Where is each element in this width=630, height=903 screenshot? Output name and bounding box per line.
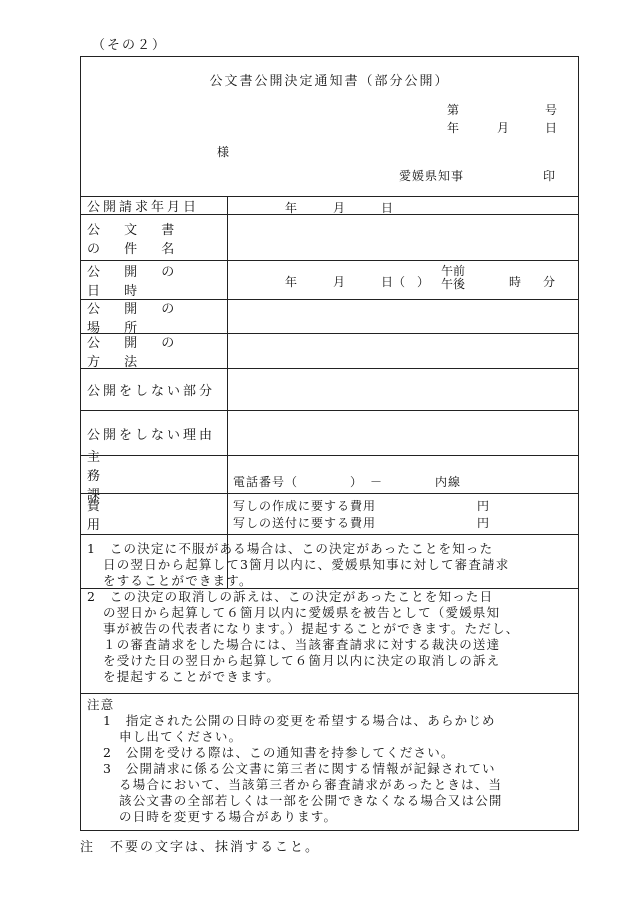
caution-line: 2 公開を受ける際は、この通知書を持参してください。 (103, 745, 455, 760)
label-undisclosed-reason: 公開をしない理由 (87, 427, 216, 443)
caution-line: る場合において、当該第三者から審査請求があったときは、当 (119, 777, 503, 792)
date-day: 日 (545, 121, 558, 135)
label-request-date: 公開請求年月日 (87, 200, 200, 215)
fee-send-yen: 円 (477, 516, 490, 530)
appeal-note-line: 事が被告の代表者になります。）提起することができます。ただし、 (103, 621, 520, 636)
notice-form (80, 56, 579, 831)
datetime-am: 午前 (441, 264, 466, 278)
datetime-year: 年 (285, 275, 298, 289)
date-month: 月 (497, 121, 510, 135)
appeal-note-line: を提起することができます。 (103, 669, 281, 684)
appeal-note-line: の翌日から起算して６箇月以内に愛媛県を被告として（愛媛県知 (103, 605, 501, 620)
fee-copy-label: 写しの作成に要する費用 (233, 499, 377, 513)
number-dai: 第 (447, 103, 460, 117)
department-phone: 電話番号（ ） － 内線 (233, 475, 462, 489)
addressee-suffix: 様 (217, 145, 230, 159)
caution-line: 1 指定された公開の日時の変更を希望する場合は、あらかじめ (103, 713, 496, 728)
caution-line: 該公文書の全部若しくは一部を公開できなくなる場合又は公開 (119, 793, 503, 808)
request-date-year: 年 (285, 201, 298, 215)
caution-line: 申し出てください。 (119, 729, 243, 744)
caution-line: の日時を変更する場合があります。 (119, 809, 338, 824)
fee-send-label: 写しの送付に要する費用 (233, 516, 377, 530)
label-department: 主 務 課 (87, 450, 145, 503)
appeal-note-line: をすることができます。 (103, 573, 253, 588)
request-date-month: 月 (333, 201, 346, 215)
caution-heading: 注意 (87, 697, 115, 712)
label-method: 公 開 の 方 法 (87, 336, 185, 370)
label-fees: 費 用 (87, 499, 211, 533)
document-label: （その２） (92, 38, 168, 53)
issuer-name: 愛媛県知事 (399, 169, 465, 183)
request-date-day: 日 (381, 201, 394, 215)
appeal-note-line: １の審査請求をした場合には、当該審査請求に対する裁決の送達 (103, 637, 501, 652)
datetime-day-weekday: 日（ ） (381, 275, 430, 289)
appeal-note-line: 2 この決定の取消しの訴えは、この決定があったことを知った日 (87, 589, 494, 604)
label-document-subject: 公 文 書 の 件 名 (87, 222, 185, 257)
datetime-month: 月 (333, 275, 346, 289)
appeal-note-line: 1 この決定に不服がある場合は、この決定があったことを知った (87, 541, 494, 556)
footer-note: 注 不要の文字は、抹消すること。 (80, 840, 321, 855)
seal-mark: 印 (543, 169, 556, 183)
label-place: 公 開 の 場 所 (87, 301, 185, 336)
caution-line: 3 公開請求に係る公文書に第三者に関する情報が記録されてい (103, 761, 496, 776)
datetime-minute: 分 (543, 275, 556, 289)
form-title: 公文書公開決定通知書（部分公開） (209, 74, 450, 89)
datetime-hour: 時 (509, 275, 522, 289)
date-year: 年 (447, 121, 460, 135)
number-go: 号 (545, 103, 558, 117)
fee-copy-yen: 円 (477, 499, 490, 513)
appeal-note-line: を受けた日の翌日から起算して６箇月以内に決定の取消しの訴え (103, 653, 501, 668)
datetime-ampm (441, 265, 465, 291)
appeal-note-line: 日の翌日から起算して3箇月以内に、愛媛県知事に対して審査請求 (103, 557, 510, 572)
label-disclosure-datetime: 公 開 の 日 時 (87, 265, 185, 299)
datetime-pm: 午後 (441, 277, 466, 291)
label-undisclosed-part: 公開をしない部分 (87, 384, 216, 399)
